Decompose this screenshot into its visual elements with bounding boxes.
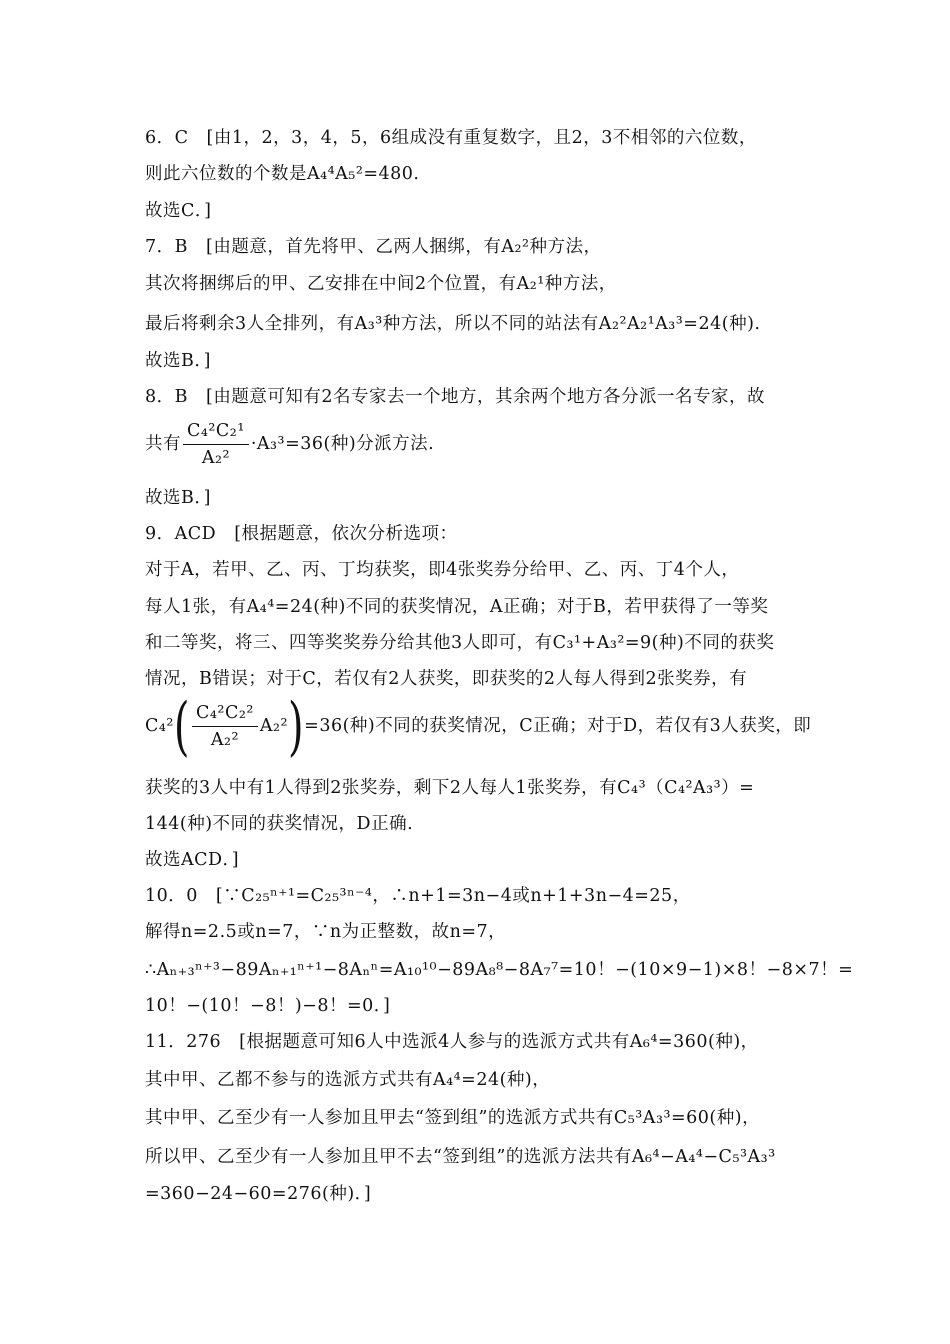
q9-line-3: 每人1张，有A₄⁴=24(种)不同的获奖情况，A正确；对于B，若甲获得了一等奖: [145, 597, 769, 617]
q11-line-1: 11．276 [根据题意可知6人中选派4人参与的选派方式共有A₆⁴=360(种)，: [145, 1032, 759, 1052]
q8-prefix: 共有: [145, 434, 181, 454]
q9-line-1: 9．ACD [根据题意，依次分析选项：: [145, 524, 458, 544]
q9-fraction-denominator: A₂²: [210, 730, 240, 750]
q11-line-4: 所以甲、乙至少有一人参加且甲不去“签到组”的选派方法共有A₆⁴−A₄⁴−C₅³A₃³: [145, 1147, 776, 1167]
q7-line-2: 其次将捆绑后的甲、乙安排在中间2个位置，有A₂¹种方法，: [145, 274, 617, 294]
q8-fraction-denominator: A₂²: [201, 448, 230, 468]
q9-suffix: =36(种)不同的获奖情况，C正确；对于D，若仅有3人获奖，即: [304, 716, 812, 736]
q11-line-2: 其中甲、乙都不参与的选派方式共有A₄⁴=24(种)，: [145, 1070, 551, 1090]
q10-line-3: ∴Aₙ₊₃ⁿ⁺³−89Aₙ₊₁ⁿ⁺¹−8Aₙⁿ=A₁₀¹⁰−89A₈⁸−8A₇⁷=10！−(10×9−1)×8！−8×7！=: [145, 960, 854, 980]
q6-line-3: 故选C．]: [145, 201, 212, 221]
q9-fraction-numerator: C₄²C₂²: [192, 700, 258, 727]
q6-line-1: 6．C [由1，2，3，4，5，6组成没有重复数字，且2，3不相邻的六位数，: [145, 128, 757, 148]
q9-formula-line: [145, 689, 825, 764]
q7-line-3: 最后将剩余3人全排列，有A₃³种方法，所以不同的站法有A₂²A₂¹A₃³=24(种).: [145, 314, 761, 334]
q10-line-1: 10．0 [∵C₂₅ⁿ⁺¹=C₂₅³ⁿ⁻⁴，∴n+1=3n−4或n+1+3n−4=25，: [145, 886, 691, 906]
q9-a-term: A₂²: [259, 716, 289, 736]
q8-fraction: [183, 418, 249, 471]
left-paren: (: [173, 689, 191, 764]
q6-line-2: 则此六位数的个数是A₄⁴A₅²=480.: [145, 164, 420, 184]
q7-line-1: 7．B [由题意，首先将甲、乙两人捆绑，有A₂²种方法，: [145, 237, 602, 257]
q10-line-2: 解得n=2.5或n=7，∵n为正整数，故n=7，: [145, 922, 507, 942]
q8-formula-line: [145, 418, 825, 471]
q8-fraction-numerator: C₄²C₂¹: [183, 418, 249, 445]
q9-line-9: 故选ACD．]: [145, 850, 240, 870]
q8-line-3: 故选B．]: [145, 488, 211, 508]
q9-line-5: 情况，B错误；对于C，若仅有2人获奖，即获奖的2人每人得到2张奖券，有: [145, 669, 748, 689]
q7-line-4: 故选B．]: [145, 351, 211, 371]
q9-line-4: 和二等奖，将三、四等奖奖券分给其他3人即可，有C₃¹+A₃²=9(种)不同的获奖: [145, 633, 775, 653]
q9-fraction: [192, 700, 258, 753]
q10-line-4: 10！−(10！−8！)−8！=0．]: [145, 996, 391, 1016]
q11-line-5: =360−24−60=276(种)．]: [145, 1184, 372, 1204]
q8-suffix: ·A₃³=36(种)分派方法.: [250, 434, 435, 454]
q9-line-8: 144(种)不同的获奖情况，D正确.: [145, 814, 414, 834]
q9-line-7: 获奖的3人中有1人得到2张奖券，剩下2人每人1张奖券，有C₄³（C₄²A₃³）=: [145, 778, 755, 798]
q9-prefix: C₄²: [145, 716, 174, 736]
q9-line-2: 对于A，若甲、乙、丙、丁均获奖，即4张奖券分给甲、乙、丙、丁4个人，: [145, 560, 740, 580]
q8-line-1: 8．B [由题意可知有2名专家去一个地方，其余两个地方各分派一名专家，故: [145, 387, 765, 407]
right-paren: ): [288, 689, 305, 764]
q11-line-3: 其中甲、乙至少有一人参加且甲去“签到组”的选派方式共有C₅³A₃³=60(种)，: [145, 1108, 761, 1128]
